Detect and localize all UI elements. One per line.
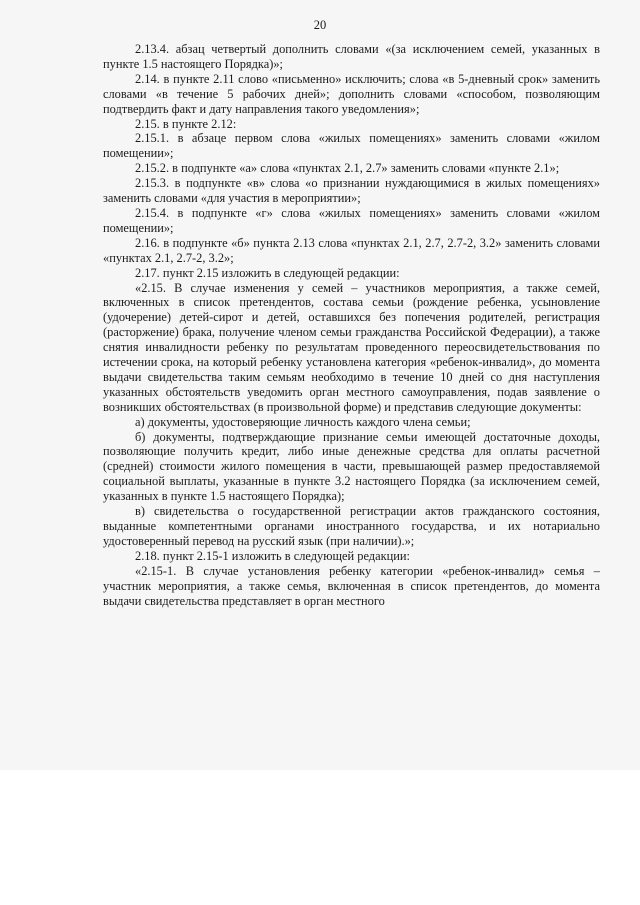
paragraph-2-17: 2.17. пункт 2.15 изложить в следующей редакции: <box>135 265 400 280</box>
paragraph-2-16: 2.16. в подпункте «б» пункта 2.13 слова «пунктах 2.1, 2.7, 2.7-2, 3.2» заменить словами «пунктах 2.1, 2.7-2, 3.2»; <box>103 235 600 265</box>
paragraph-2-15-1: 2.15.1. в абзаце первом слова «жилых помещениях» заменить словами «жилом помещении»; <box>103 131 600 161</box>
paragraph-2-15-4: 2.15.4. в подпункте «г» слова «жилых помещениях» заменить словами «жилом помещении»; <box>103 205 600 235</box>
paragraph-2-17-text: «2.15. В случае изменения у семей – участников мероприятия, а также семей, включенных в список претендентов, состава семьи (рождение ребенка, усыновление (удочерение) детей-сирот и детей, оставшихся без попечения родителей, регистрация (расторжение) брака, получение членом семьи гражданства Российской Федерации), а также снятия инвалидности ребенку по результатам проведенного переосвидетельствования по истечении срока, на который ребенку установлена категория «ребенок-инвалид», до момента выдачи свидетельства таким семьям необходимо в течение 10 дней со дня наступления указанных обстоятельств уведомить орган местного самоуправления, подав заявление о возникших обстоятельствах (в произвольной форме) и представив следующие документы: <box>103 280 600 414</box>
paragraph-item-v: в) свидетельства о государственной регистрации актов гражданского состояния, выданные компетентными органами иностранного государства, и их нотариально удостоверенный перевод на русский язык (при наличии).»; <box>103 504 600 548</box>
paragraph-item-a: а) документы, удостоверяющие личность каждого члена семьи; <box>135 414 471 429</box>
paragraph-item-b: б) документы, подтверждающие признание семьи имеющей достаточные доходы, позволяющие получить кредит, либо иные денежные средства для оплаты расчетной (средней) стоимости жилого помещения в части, превышающей размер предоставляемой социальной выплаты, указанные в пункте 3.2 настоящего Порядка (за исключением семей, указанных в пункте 1.5 настоящего Порядка); <box>103 429 600 504</box>
paragraph-2-13-4: 2.13.4. абзац четвертый дополнить словами «(за исключением семей, указанных в пункте 1.5 настоящего Порядка)»; <box>103 42 600 71</box>
paragraph-2-15-2: 2.15.2. в подпункте «а» слова «пунктах 2.1, 2.7» заменить словами «пункте 2.1»; <box>135 161 560 176</box>
paragraph-2-18-text: «2.15-1. В случае установления ребенку категории «ребенок-инвалид» семья – участник мероприятия, а также семья, включенная в список претендентов, до момента выдачи свидетельства представляет в орган местного <box>103 563 600 608</box>
document-body <box>103 42 600 608</box>
blank-margin <box>0 770 640 905</box>
paragraph-2-18: 2.18. пункт 2.15-1 изложить в следующей редакции: <box>135 548 410 563</box>
paragraph-2-14: 2.14. в пункте 2.11 слово «письменно» исключить; слова «в 5-дневный срок» заменить словами «в течение 5 рабочих дней»; дополнить словами «способом, позволяющим подтвердить факт и дату направления такого уведомления»; <box>103 71 600 116</box>
page-number: 20 <box>313 18 327 32</box>
paragraph-2-15: 2.15. в пункте 2.12: <box>135 116 237 131</box>
paragraph-2-15-3: 2.15.3. в подпункте «в» слова «о признании нуждающимися в жилых помещениях» заменить словами «для участия в мероприятии»; <box>103 176 600 206</box>
